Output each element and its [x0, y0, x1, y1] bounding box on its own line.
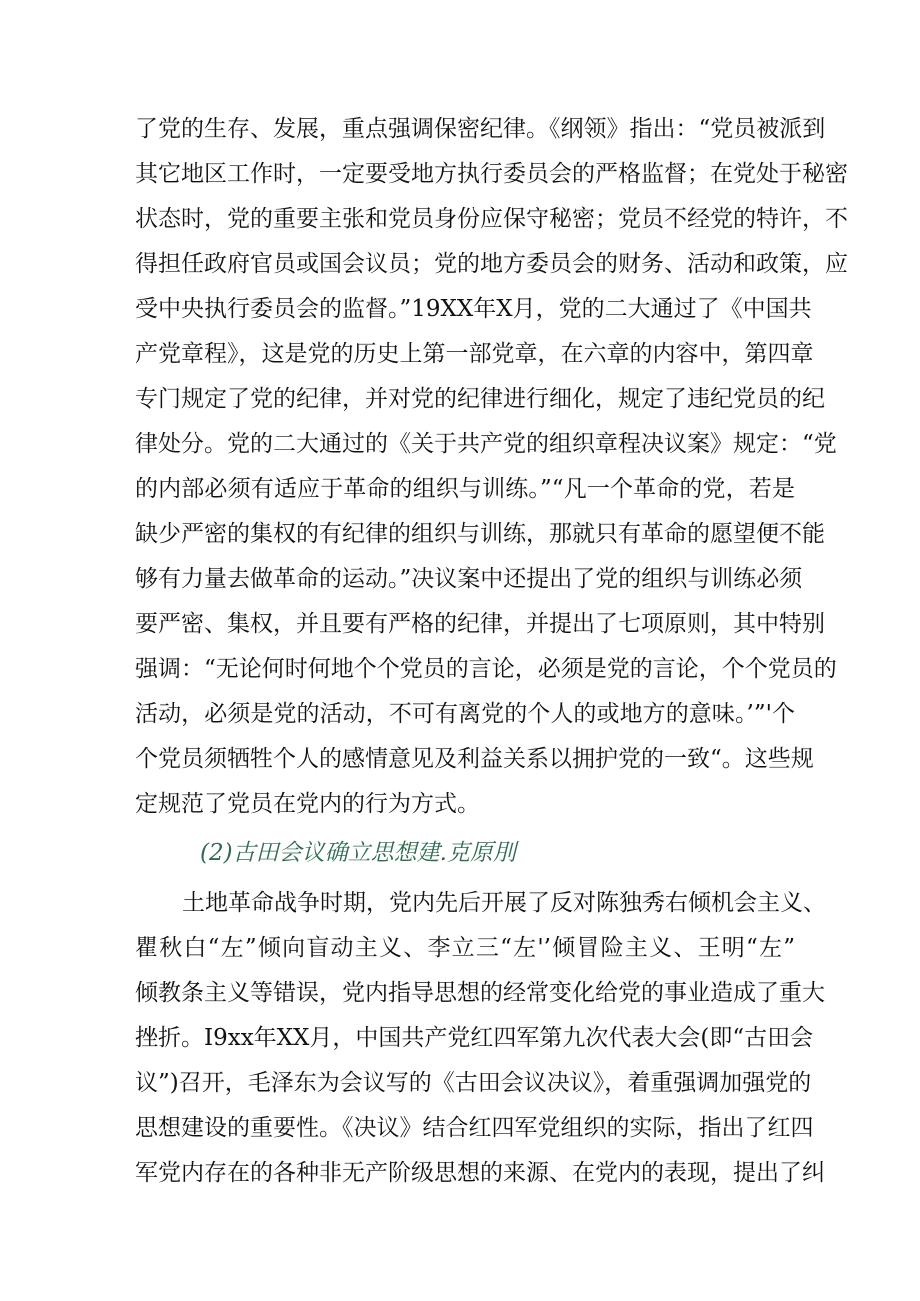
- paragraph-1-line: 缺少严密的集权的有纪律的组织与训练，那就只有革命的愿望便不能: [135, 521, 825, 547]
- paragraph-1-line: 强调：“无论何时何地个个党员的言论，必须是党的言论，个个党员的: [135, 656, 837, 682]
- paragraph-1-line: 定规范了党员在党内的行为方式。: [135, 791, 480, 817]
- paragraph-1-line: 律处分。党的二大通过的《关于共产党的组织章程决议案》规定：“党: [135, 431, 837, 457]
- paragraph-1-line: 受中央执行委员会的监督。”19XX年X月，党的二大通过了《中国共: [135, 296, 812, 322]
- paragraph-2-line: 瞿秋白“左”倾向盲动主义、李立三“左'’倾冒险主义、王明“左”: [135, 935, 795, 961]
- paragraph-1-line: 的内部必须有适应于革命的组织与训练。”“凡一个革命的党，若是: [135, 476, 795, 502]
- paragraph-1-line: 其它地区工作时，一定要受地方执行委员会的严格监督；在党处于秘密: [135, 161, 848, 187]
- paragraph-1-line: 够有力量去做革命的运动。”决议案中还提出了党的组织与训练必须: [135, 566, 803, 592]
- paragraph-2-line: 思想建设的重要性。《决议》结合红四军党组织的实际，指出了红四: [135, 1115, 814, 1141]
- paragraph-1-line: 状态时，党的重要主张和党员身份应保守秘密；党员不经党的特许，不: [135, 206, 848, 232]
- paragraph-1-line: 专门规定了党的纪律，并对党的纪律进行细化，规定了违纪党员的纪: [135, 386, 825, 412]
- paragraph-1-line: 要严密、集权，并且要有严格的纪律，并提出了七项原则，其中特别: [135, 611, 825, 637]
- paragraph-2-line: 倾教条主义等错误，党内指导思想的经常变化给党的事业造成了重大: [135, 980, 825, 1006]
- paragraph-1-line: 了党的生存、发展，重点强调保密纪律。《纲领》指出：“党员被派到: [135, 116, 826, 142]
- paragraph-1-line: 活动，必须是党的活动，不可有离党的个人的或地方的意味。’”'个: [135, 701, 795, 727]
- paragraph-2-line: 土地革命战争时期，党内先后开展了反对陈独秀右倾机会主义、: [182, 890, 826, 916]
- paragraph-2-line: 议”)召开，毛泽东为会议写的《古田会议决议》，着重强调加强党的: [135, 1070, 812, 1096]
- paragraph-2-line: 军党内存在的各种非无产阶级思想的来源、在党内的表现，提出了纠: [135, 1160, 825, 1186]
- section-heading: (2)古田会议确立思想建.克原刖: [200, 840, 516, 866]
- paragraph-2-line: 挫折。I9xx年XX月，中国共产党红四军第九次代表大会(即“古田会: [135, 1025, 814, 1051]
- paragraph-1-line: 得担任政府官员或国会议员；党的地方委员会的财务、活动和政策，应: [135, 251, 848, 277]
- paragraph-1-line: 个党员须牺牲个人的感情意见及利益关系以拥护党的一致“。这些规: [135, 746, 814, 772]
- paragraph-1-line: 产党章程》，这是党的历史上第一部党章，在六章的内容中，第四章: [135, 341, 814, 367]
